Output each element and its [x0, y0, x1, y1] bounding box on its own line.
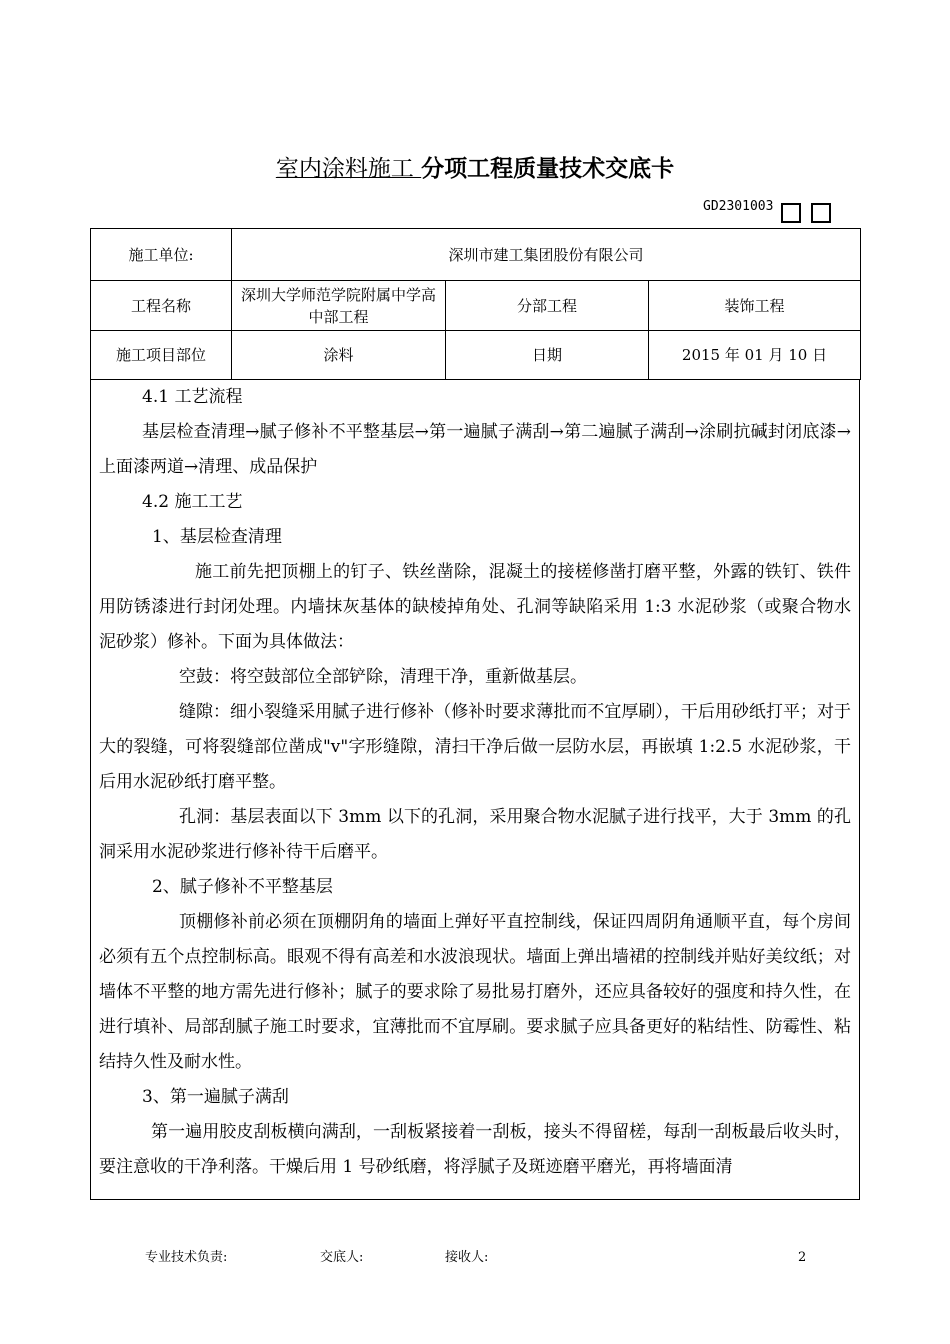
step3-heading: 3、第一遍腻子满刮 — [142, 1087, 289, 1107]
step1-paragraph-4: 孔洞：基层表面以下 3mm 以下的孔洞，采用聚合物水泥腻子进行找平，大于 3mm 的孔洞采用水泥砂浆进行修补待干后磨平。 — [99, 807, 851, 862]
part-label: 施工项目部位 — [91, 331, 232, 380]
checkbox-1 — [781, 203, 801, 223]
page-number: 2 — [798, 1250, 807, 1265]
project-label: 工程名称 — [91, 281, 232, 331]
division-label: 分部工程 — [446, 281, 649, 331]
division-value: 装饰工程 — [649, 281, 861, 331]
section-41-flow: 基层检查清理→腻子修补不平整基层→第一遍腻子满刮→第二遍腻子满刮→涂刷抗碱封闭底漆→上面漆两道→清理、成品保护 — [99, 422, 851, 477]
part-value: 涂料 — [232, 331, 446, 380]
title-card-name: 分项工程质量技术交底卡 — [421, 156, 675, 182]
section-41-heading: 4.1 工艺流程 — [142, 387, 243, 407]
step1-paragraph-3: 缝隙：细小裂缝采用腻子进行修补（修补时要求薄批而不宜厚刷），干后用砂纸打平；对于大的裂缝，可将裂缝部位凿成"v"字形缝隙，清扫干净后做一层防水层，再嵌填 1:2.5 水泥砂浆，干后用水泥砂纸打磨平整。 — [99, 702, 851, 792]
header-row-project — [91, 281, 861, 331]
footer-tech-lead: 专业技术负责: — [145, 1250, 228, 1265]
date-value: 2015 年 01 月 10 日 — [649, 331, 861, 380]
title-project-name: 室内涂料施工 — [275, 156, 422, 182]
step1-paragraph-1: 施工前先把顶棚上的钉子、铁丝凿除，混凝土的接槎修凿打磨平整，外露的铁钉、铁件用防锈漆进行封闭处理。内墙抹灰基体的缺棱掉角处、孔洞等缺陷采用 1:3 水泥砂浆（或聚合物水泥砂浆）修补。下面为具体做法： — [99, 562, 851, 652]
header-table — [90, 228, 861, 380]
unit-label: 施工单位: — [91, 229, 232, 281]
unit-value: 深圳市建工集团股份有限公司 — [232, 229, 861, 281]
project-value: 深圳大学师范学院附属中学高中部工程 — [232, 281, 446, 331]
step2-paragraph-1: 顶棚修补前必须在顶棚阴角的墙面上弹好平直控制线，保证四周阴角通顺平直，每个房间必须有五个点控制标高。眼观不得有高差和水波浪现状。墙面上弹出墙裙的控制线并贴好美纹纸；对墙体不平整的地方需先进行修补；腻子的要求除了易批易打磨外，还应具备较好的强度和持久性，在进行填补、局部刮腻子施工时要求，宜薄批而不宜厚刷。要求腻子应具备更好的粘结性、防霉性、粘结持久性及耐水性。 — [99, 912, 851, 1072]
step2-heading: 2、腻子修补不平整基层 — [152, 877, 333, 897]
document-title — [0, 152, 950, 186]
section-42-heading: 4.2 施工工艺 — [142, 492, 243, 512]
content-box — [90, 380, 860, 1200]
checkbox-2 — [811, 203, 831, 223]
header-row-part — [91, 331, 861, 380]
footer-receiver: 接收人: — [445, 1250, 489, 1265]
document-code: GD2301003 — [703, 199, 774, 214]
step1-heading: 1、基层检查清理 — [152, 527, 282, 547]
header-row-unit — [91, 229, 861, 281]
step1-paragraph-2: 空鼓：将空鼓部位全部铲除，清理干净，重新做基层。 — [179, 667, 587, 687]
date-label: 日期 — [446, 331, 649, 380]
step3-paragraph-1: 第一遍用胶皮刮板横向满刮，一刮板紧接着一刮板，接头不得留槎，每刮一刮板最后收头时，要注意收的干净利落。干燥后用 1 号砂纸磨，将浮腻子及斑迹磨平磨光，再将墙面清 — [99, 1122, 851, 1177]
footer-discloser: 交底人: — [320, 1250, 364, 1265]
